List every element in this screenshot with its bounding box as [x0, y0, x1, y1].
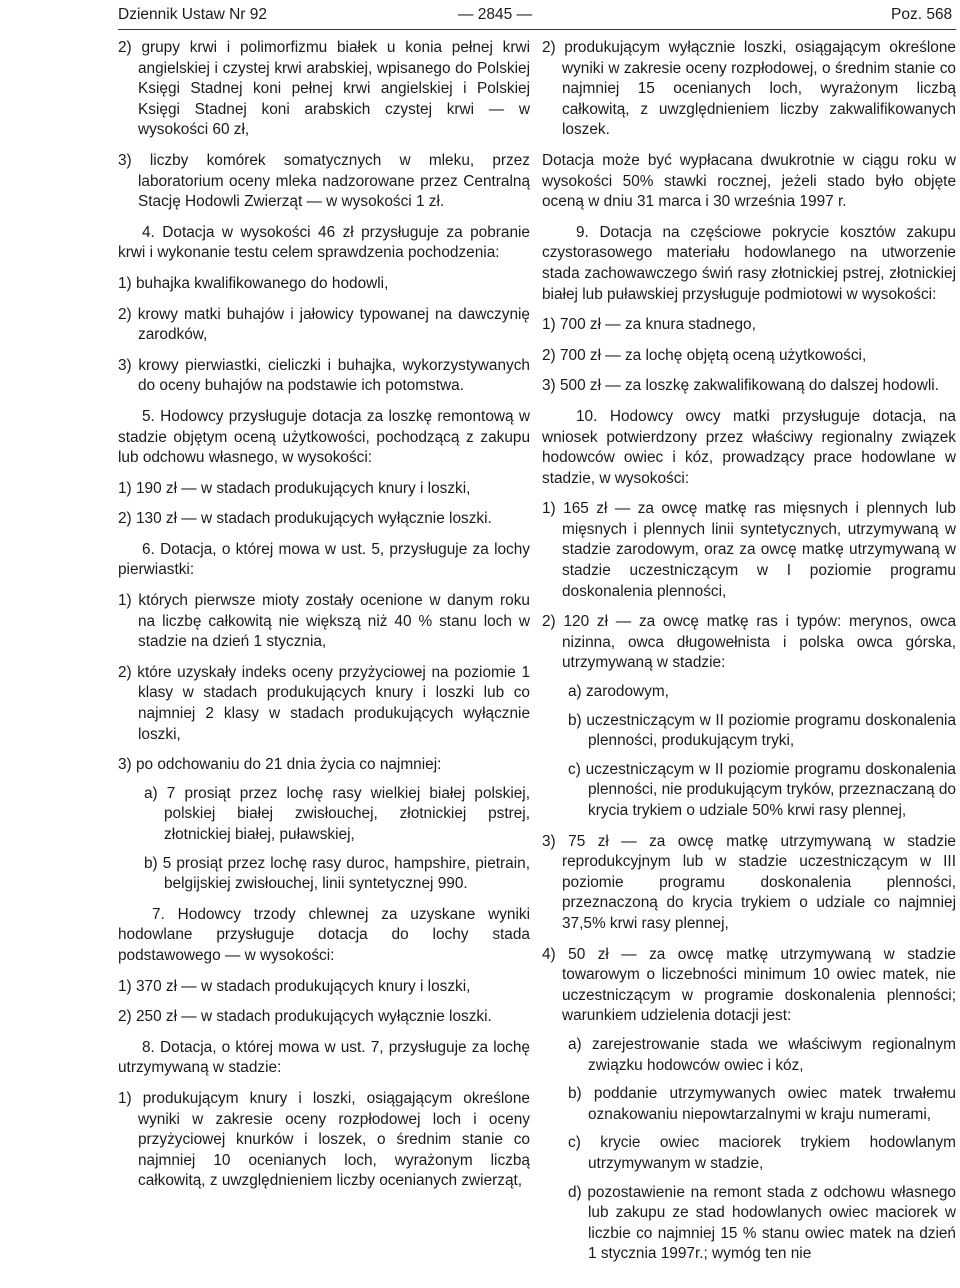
paragraph: 6. Dotacja, o której mowa w ust. 5, przysługuje za lochy pierwiastki: [118, 540, 530, 579]
list-item: 2) krowy matki buhajów i jałowicy typowanej na dawczynię zarodków, [118, 305, 530, 344]
paragraph: 4. Dotacja w wysokości 46 zł przysługuje za pobranie krwi i wykonanie testu celem sprawdzenia pochodzenia: [118, 223, 530, 262]
list-item: 4) 50 zł — za owcę matkę utrzymywaną w stadzie towarowym o liczebności minimum 10 owiec matek, nie uczestniczącym w programie doskonalenia plenności; warunkiem udzielenia dotacji jest: [542, 945, 956, 1025]
list-item: 3) po odchowaniu do 21 dnia życia co najmniej: [118, 756, 442, 774]
position-number: Poz. 568 [891, 6, 953, 23]
sub-list-item: b) poddanie utrzymywanych owiec matek trwałemu oznakowaniu niepowtarzalnymi w kraju numerami, [568, 1085, 956, 1123]
paragraph: 5. Hodowcy przysługuje dotacja za loszkę remontową w stadzie objętym oceną użytkowości, pochodzącą z zakupu lub odchowu własnego, w wysokości: [118, 407, 530, 467]
paragraph: 10. Hodowcy owcy matki przysługuje dotacja, na wniosek potwierdzony przez właściwy regionalny związek hodowców owiec i kóz, prowadzący prace hodowlane w stadzie, w wysokości: [542, 407, 956, 487]
left-column [118, 38, 530, 1192]
page-number: — 2845 — [458, 6, 533, 23]
paragraph: 3) liczby komórek somatycznych w mleku, przez laboratorium oceny mleka nadzorowane przez Centralną Stację Hodowli Zwierząt — w wysokości 1 zł. [118, 151, 530, 211]
list-item: 1) 165 zł — za owcę matkę ras mięsnych i plennych lub mięsnych i plennych linii syntetycznych, utrzymywaną w stadzie zarodowym, oraz za owcę matkę utrzymywaną w stadzie uczestniczącym w I poziomie programu doskonalenia plenności, [542, 500, 956, 600]
list-item: 3) 75 zł — za owcę matkę utrzymywaną w stadzie reprodukcyjnym lub w stadzie uczestniczącym w III poziomie programu doskonalenia plenności, przeznaczoną do krycia trykiem o udziale co najmniej 37,5% krwi rasy plennej, [542, 832, 956, 932]
list-item: 1) których pierwsze mioty zostały ocenione w danym roku na liczbę całkowitą nie większą niż 40 % stanu loch w stadzie na dzień 1 stycznia, [118, 592, 530, 651]
header-rule [118, 29, 956, 30]
paragraph: Dotacja może być wypłacana dwukrotnie w ciągu roku w wysokości 50% stawki rocznej, jeżeli stado było objęte oceną w dniu 31 marca i 30 września 1997 r. [542, 151, 956, 211]
list-item: 3) 500 zł — za loszkę zakwalifikowaną do dalszej hodowli. [542, 377, 939, 395]
page-header [0, 0, 960, 34]
list-item: 2) 130 zł — w stadach produkujących wyłącznie loszki. [118, 510, 492, 528]
paragraph: 8. Dotacja, o której mowa w ust. 7, przysługuje za lochę utrzymywaną w stadzie: [118, 1038, 530, 1077]
sub-list-item: b) uczestniczącym w II poziomie programu doskonalenia plenności, produkującym tryki, [568, 711, 956, 750]
list-item: 1) 370 zł — w stadach produkujących knury i loszki, [118, 977, 471, 995]
list-item: 2) 700 zł — za lochę objętą oceną użytkowości, [542, 346, 867, 364]
sub-list-item: a) 7 prosiąt przez lochę rasy wielkiej białej polskiej, polskiej białej zwisłouchej, złotnickiej pstrej, złotnickiej białej, puławskiej, [144, 784, 530, 843]
sub-list-item: d) pozostawienie na remont stada z odchowu własnego lub zakupu ze stad hodowlanych owiec maciorek w liczbie co najmniej 15 % stanu owiec matek na dzień 1 stycznia 1997r.; wymóg ten nie [568, 1183, 956, 1263]
paragraph: 2) grupy krwi i polimorfizmu białek u konia pełnej krwi angielskiej i czystej krwi arabskiej, wpisanego do Polskiej Księgi Stadnej koni pełnej krwi angielskiej i Polskiej Księgi Stadnej koni arabskich czystej krwi — w wysokości 60 zł, [118, 39, 530, 139]
list-item: 1) 700 zł — za knura stadnego, [542, 316, 756, 334]
list-item: 2) 120 zł — za owcę matkę ras i typów: merynos, owca nizinna, owca długowełnista i polska owca górska, utrzymywaną w stadzie: [542, 613, 956, 672]
list-item: 2) które uzyskały indeks oceny przyżyciowej na poziomie 1 klasy w stadach produkujących knury i loszki lub co najmniej 2 klasy w stadach produkujących wyłącznie loszki, [118, 663, 530, 743]
sub-list-item: b) 5 prosiąt przez lochę rasy duroc, hampshire, pietrain, belgijskiej zwisłouchej, linii syntetycznej 990. [144, 854, 530, 893]
sub-list-item: a) zarodowym, [568, 683, 669, 701]
list-item: 2) produkującym wyłącznie loszki, osiągającym określone wyniki w zakresie oceny rozpłodowej, o średnim stanie co najmniej 15 ocenianych loch, wyrażonym liczbą całkowitą, z uwzględnieniem liczby zakwalifikowanych loszek. [542, 39, 956, 139]
sub-list-item: c) uczestniczącym w II poziomie programu doskonalenia plenności, nie produkującym tryków, przeznaczaną do krycia trykiem o udziale 50% krwi rasy plennej, [568, 760, 956, 819]
sub-list-item: a) zarejestrowanie stada we właściwym regionalnym związku hodowców owiec i kóz, [568, 1035, 956, 1074]
sub-list-item: c) krycie owiec maciorek trykiem hodowlanym utrzymywanym w stadzie, [568, 1134, 956, 1172]
paragraph: 7. Hodowcy trzody chlewnej za uzyskane wyniki hodowlane przysługuje dotacja do lochy stada podstawowego — w wysokości: [118, 905, 530, 964]
paragraph: 9. Dotacja na częściowe pokrycie kosztów zakupu czystorasowego materiału hodowlanego na utworzenie stada zachowawczego świń rasy złotnickiej pstrej, złotnickiej białej lub puławskiej przysługuje podmiotowi w wysokości: [542, 223, 956, 303]
list-item: 3) krowy pierwiastki, cieliczki i buhajka, wykorzystywanych do oceny buhajów na podstawie ich potomstwa. [118, 356, 530, 395]
list-item: 1) 190 zł — w stadach produkujących knury i loszki, [118, 479, 471, 497]
list-item: 1) produkującym knury i loszki, osiągającym określone wyniki w zakresie oceny rozpłodowej loch i oceny przyżyciowej knurków i loszek, o średnim stanie co najmniej 10 ocenianych loch, wyrażonym liczbą całkowitą, z uwzględnieniem liczby ocenianych zwierząt, [118, 1089, 530, 1190]
list-item: 2) 250 zł — w stadach produkujących wyłącznie loszki. [118, 1008, 492, 1026]
list-item: 1) buhajka kwalifikowanego do hodowli, [118, 274, 389, 292]
right-column [542, 38, 956, 1265]
journal-title: Dziennik Ustaw Nr 92 [118, 6, 268, 23]
